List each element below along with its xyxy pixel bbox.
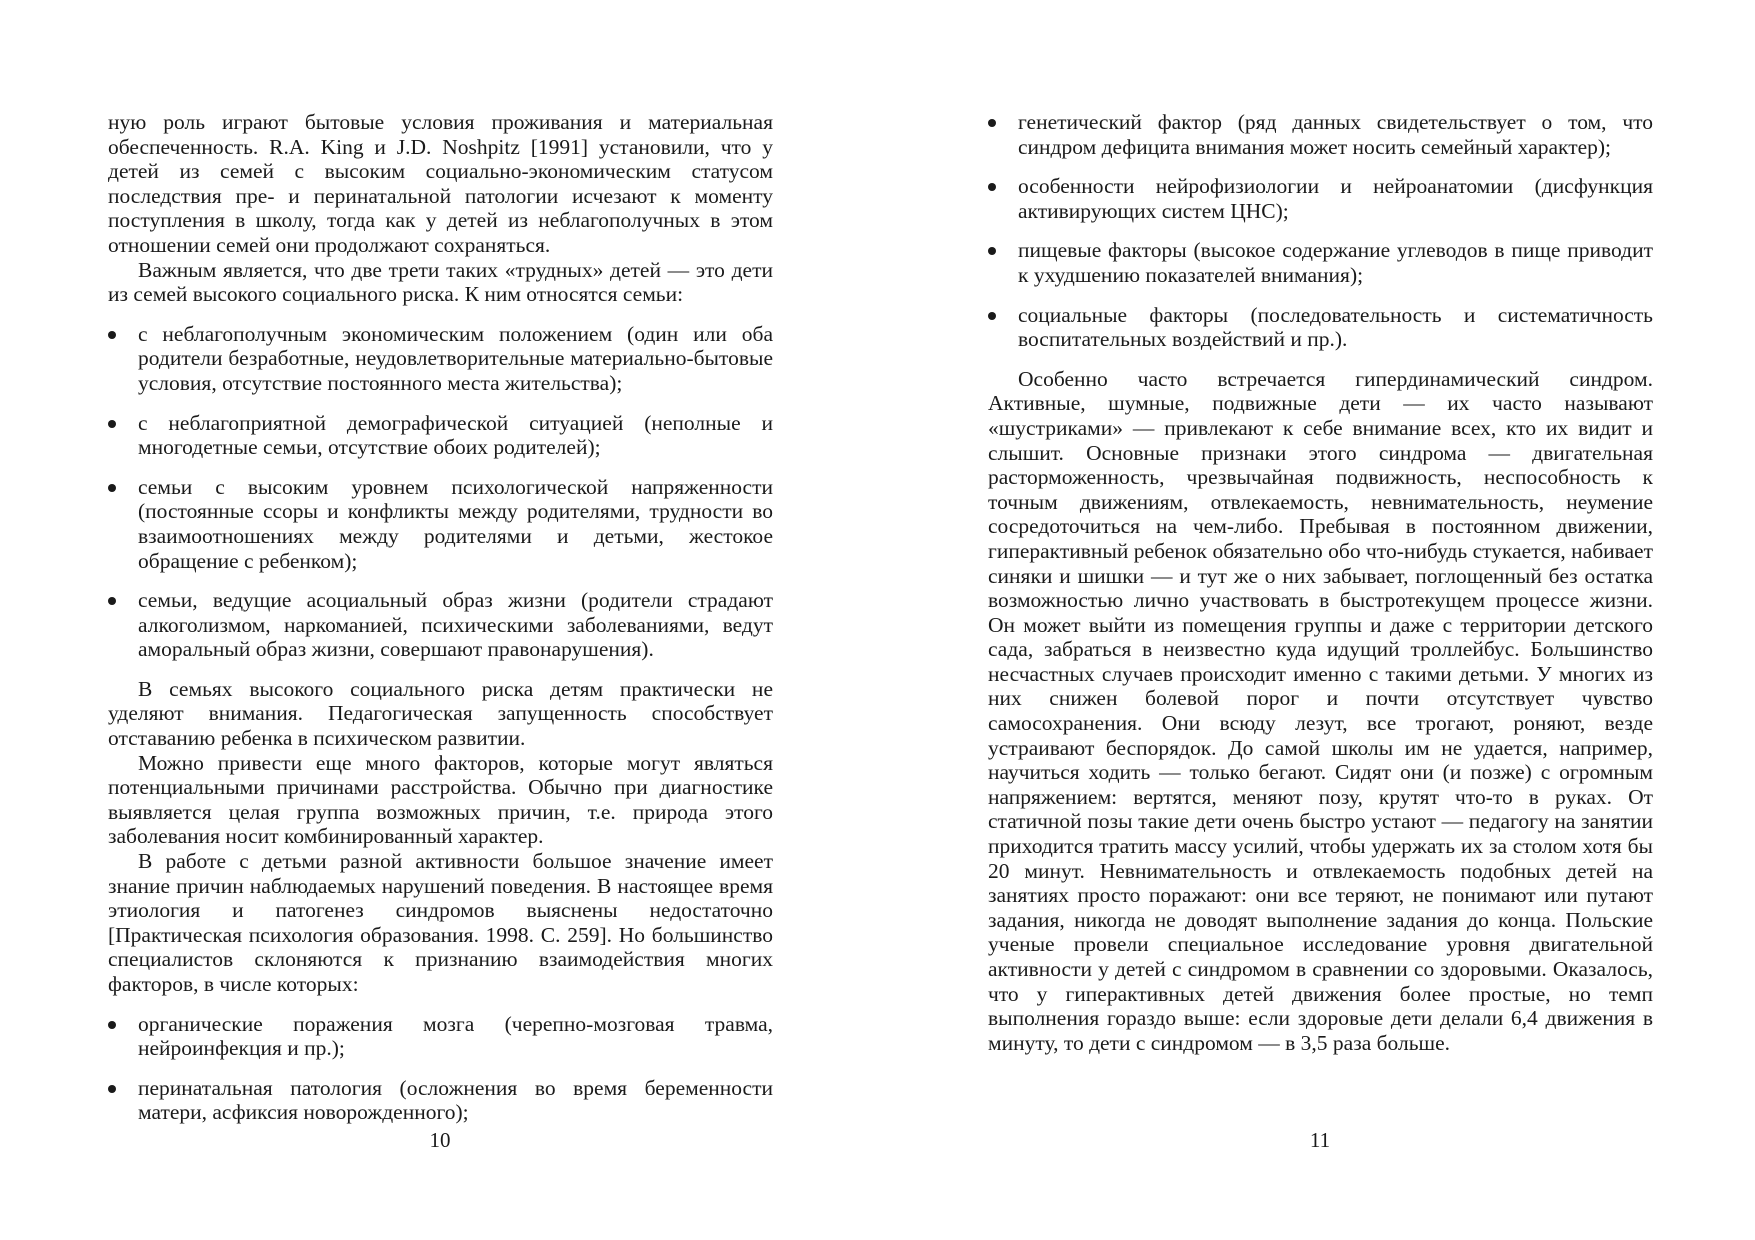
bullet-icon bbox=[988, 312, 996, 320]
bullet-icon bbox=[988, 183, 996, 191]
list-item bbox=[988, 303, 1653, 352]
list-item-text: особенности нейрофизиологии и нейроанатомии (дисфункция активирующих систем ЦНС); bbox=[1018, 174, 1653, 223]
page-number-right: 11 bbox=[1309, 1128, 1331, 1152]
list-item bbox=[108, 1076, 773, 1125]
list-item-text: органические поражения мозга (черепно-мозговая травма, нейроинфекция и пр.); bbox=[138, 1011, 773, 1061]
bullet-icon bbox=[988, 119, 996, 127]
bullet-icon bbox=[108, 420, 116, 428]
list-item-text: перинатальная патология (осложнения во время беременности матери, асфиксия новорожденного); bbox=[138, 1075, 773, 1125]
list-item bbox=[108, 588, 773, 662]
paragraph: Особенно часто встречается гипердинамический синдром. Активные, шумные, подвижные дети — их часто называют «шустриками» — привлекают к себе внимание всех, кто их видит и слышит. Основные признаки этого синдрома — двигательная расторможенность, чрезвычайная подвижность, неспособность к точным движениям, отвлекаемость, невнимательность, неумение сосредоточиться на чем-либо. Пребывая в постоянном движении, гиперактивный ребенок обязательно обо что-нибудь стукается, набивает синяки и шишки — и тут же о них забывает, поглощенный без остатка возможностью лично участвовать в быстротекущем процессе жизни. Он может выйти из помещения группы и даже с территории детского сада, забраться в неизвестно куда идущий троллейбус. Большинство несчастных случаев происходит именно с такими детьми. У многих из них снижен болевой порог и почти отсутствует чувство самосохранения. Они всюду лезут, все трогают, роняют, везде устраивают беспорядок. До самой школы им не удается, например, научиться ходить — только бегают. Сидят они (и позже) с огромным напряжением: вертятся, меняют позу, крутят что-то в руках. От статичной позы такие дети очень быстро устают — педагогу на занятии приходится тратить массу усилий, чтобы удержать их за столом хотя бы 20 минут. Невнимательность и отвлекаемость подобных детей на занятиях просто поражают: они все теряют, не понимают или путают задания, никогда не доводят выполнение задания до конца. Польские ученые провели специальное исследование уровня двигательной активности у детей с синдромом в сравнении со здоровыми. Оказалось, что у гиперактивных детей движения более простые, но темп выполнения гораздо выше: если здоровые дети делали 6,4 движения в минуту, то дети с синдромом — в 3,5 раза больше. bbox=[988, 366, 1653, 1055]
list-item bbox=[108, 475, 773, 573]
paragraph: Можно привести еще много факторов, которые могут являться потенциальными причинами расстройства. Обычно при диагностике выявляется целая группа возможных причин, т.е. природа этого заболевания носит комбинированный характер. bbox=[108, 750, 773, 849]
left-page bbox=[108, 110, 773, 1125]
list-item bbox=[988, 238, 1653, 287]
list-item bbox=[108, 1012, 773, 1061]
paragraph: ную роль играют бытовые условия проживания и материальная обеспеченность. R.A. King и J.D. Noshpitz [1991] установили, что у детей из семей с высоким социально-экономическим статусом последствия пре- и перинатальной патологии исчезают к моменту поступления в школу, тогда как у детей из неблагополучных в этом отношении семей они продолжают сохраняться. bbox=[108, 110, 773, 257]
bullet-icon bbox=[988, 247, 996, 255]
list-item bbox=[988, 110, 1653, 159]
paragraph: Важным является, что две трети таких «трудных» детей — это дети из семей высокого социального риска. К ним относятся семьи: bbox=[108, 257, 773, 307]
list-item-text: с неблагоприятной демографической ситуацией (неполные и многодетные семьи, отсутствие обоих родителей); bbox=[138, 410, 773, 460]
bullet-icon bbox=[108, 1021, 116, 1029]
factor-list bbox=[108, 1012, 773, 1125]
right-page bbox=[988, 110, 1653, 1055]
bullet-icon bbox=[108, 331, 116, 339]
list-item bbox=[108, 411, 773, 460]
list-item-text: семьи с высоким уровнем психологической напряженности (постоянные ссоры и конфликты между родителями, трудности во взаимоотношениях между родителями и детьми, жестокое обращение с ребенком); bbox=[138, 474, 773, 573]
list-item-text: семьи, ведущие асоциальный образ жизни (родители страдают алкоголизмом, наркоманией, психическими заболеваниями, ведут аморальный образ жизни, совершают правонарушения). bbox=[138, 588, 773, 662]
list-item-text: генетический фактор (ряд данных свидетельствует о том, что синдром дефицита внимания может носить семейный характер); bbox=[1018, 110, 1653, 159]
page-number-left: 10 bbox=[429, 1128, 451, 1152]
bullet-icon bbox=[108, 1085, 116, 1093]
risk-family-list bbox=[108, 322, 773, 662]
list-item-text: пищевые факторы (высокое содержание углеводов в пище приводит к ухудшению показателей внимания); bbox=[1018, 238, 1653, 287]
bullet-icon bbox=[108, 484, 116, 492]
bullet-icon bbox=[108, 597, 116, 605]
paragraph: В работе с детьми разной активности большое значение имеет знание причин наблюдаемых нарушений поведения. В настоящее время этиология и патогенез синдромов выяснены недостаточно [Практическая психология образования. 1998. С. 259]. Но большинство специалистов склоняются к признанию взаимодействия многих факторов, в числе которых: bbox=[108, 849, 773, 996]
paragraph: В семьях высокого социального риска детям практически не уделяют внимания. Педагогическая запущенность способствует отставанию ребенка в психическом развитии. bbox=[108, 676, 773, 751]
list-item bbox=[988, 174, 1653, 223]
list-item bbox=[108, 322, 773, 396]
list-item-text: с неблагополучным экономическим положением (один или оба родители безработные, неудовлетворительные материально-бытовые условия, отсутствие постоянного места жительства); bbox=[138, 321, 773, 395]
factor-list-continued bbox=[988, 110, 1653, 352]
list-item-text: социальные факторы (последовательность и систематичность воспитательных воздействий и пр.). bbox=[1018, 302, 1653, 352]
